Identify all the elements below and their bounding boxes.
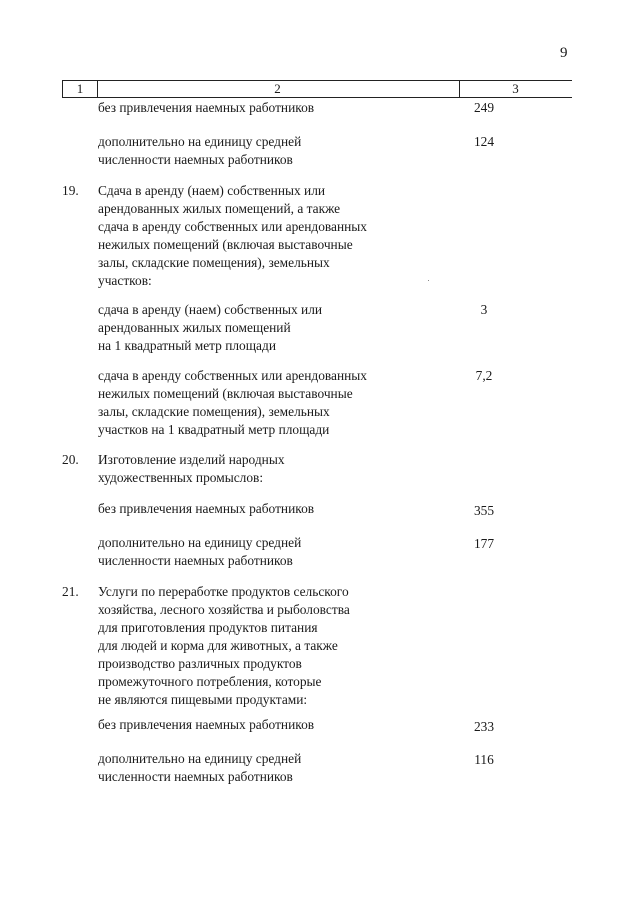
item-line: Изготовление изделий народных [98, 452, 285, 467]
item-line: не являются пищевыми продуктами: [98, 692, 308, 707]
table-header-row [62, 80, 572, 98]
subitem-line: сдача в аренду собственных или арендованных [98, 368, 368, 383]
page-number: 9 [560, 45, 568, 61]
header-col-2: 2 [96, 81, 460, 97]
header-col-3: 3 [512, 81, 519, 96]
row-value: 116 [474, 752, 494, 767]
subitem-line: залы, складские помещения), земельных [98, 404, 330, 419]
row-value: 124 [473, 134, 495, 149]
item-line: для приготовления продуктов питания [98, 620, 318, 635]
row-text-line: дополнительно на единицу средней [98, 535, 302, 550]
row-text: без привлечения наемных работников [98, 501, 315, 516]
row-text-line: дополнительно на единицу средней [98, 134, 302, 149]
item-line: арендованных жилых помещений, а также [98, 201, 341, 216]
row-text-line: численности наемных работников [98, 152, 293, 167]
row-value: 249 [473, 100, 495, 115]
item-number: 19. [62, 183, 79, 198]
item-line: Сдача в аренду (наем) собственных или [98, 183, 326, 198]
item-line: производство различных продуктов [98, 656, 302, 671]
item-line: залы, складские помещения), земельных [98, 255, 330, 270]
row-value: 355 [473, 503, 495, 518]
row-value: 7,2 [475, 368, 493, 383]
subitem-line: участков на 1 квадратный метр площади [98, 422, 330, 437]
item-line: хозяйства, лесного хозяйства и рыболовства [98, 602, 350, 617]
item-line: для людей и корма для животных, а также [98, 638, 338, 653]
item-line: Услуги по переработке продуктов сельского [98, 584, 349, 599]
item-line: сдача в аренду собственных или арендованных [98, 219, 368, 234]
scan-speck [428, 280, 429, 281]
item-line: участков: [98, 273, 152, 288]
row-text-line: численности наемных работников [98, 553, 293, 568]
item-line: художественных промыслов: [98, 470, 264, 485]
row-text: без привлечения наемных работников [98, 100, 315, 115]
subitem-line: сдача в аренду (наем) собственных или [98, 302, 323, 317]
row-text-line: дополнительно на единицу средней [98, 751, 302, 766]
row-text: без привлечения наемных работников [98, 717, 315, 732]
item-line: нежилых помещений (включая выставочные [98, 237, 353, 252]
row-text-line: численности наемных работников [98, 769, 293, 784]
item-number: 21. [62, 584, 79, 599]
header-col-1: 1 [62, 81, 98, 97]
subitem-line: на 1 квадратный метр площади [98, 338, 276, 353]
row-value: 177 [473, 536, 495, 551]
item-line: промежуточного потребления, которые [98, 674, 322, 689]
subitem-line: арендованных жилых помещений [98, 320, 291, 335]
row-value: 3 [480, 302, 488, 317]
subitem-line: нежилых помещений (включая выставочные [98, 386, 353, 401]
row-value: 233 [473, 719, 495, 734]
item-number: 20. [62, 452, 79, 467]
